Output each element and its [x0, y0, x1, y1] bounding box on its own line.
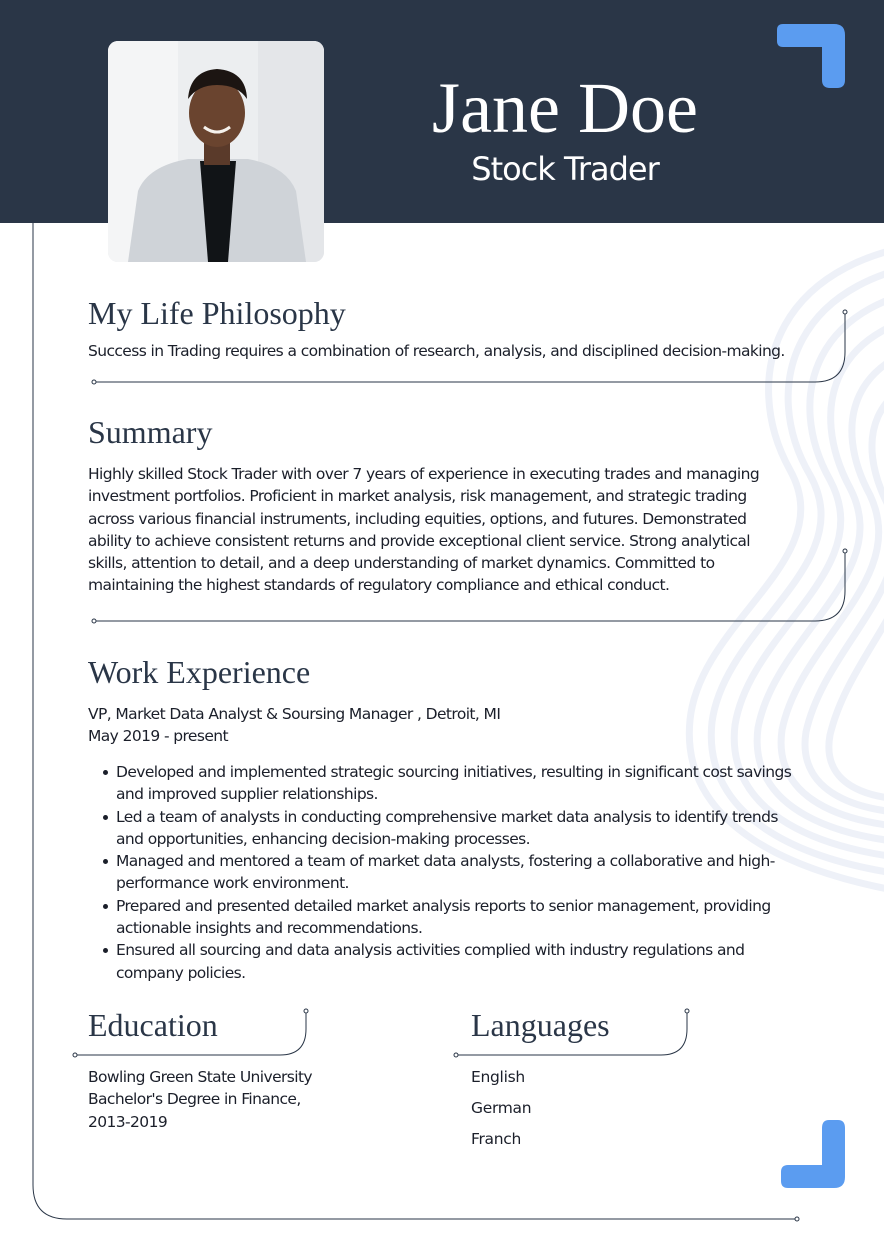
- education-entry: [88, 1066, 388, 1133]
- language-item: Franch: [471, 1130, 522, 1148]
- languages-heading: Languages: [471, 1007, 610, 1043]
- person-name: Jane Doe: [432, 68, 698, 148]
- list-item: Developed and implemented strategic sourcing initiatives, resulting in significant cost savings and improved supplier relationships.: [116, 761, 806, 806]
- language-item: German: [471, 1099, 532, 1117]
- work-entry: [88, 703, 688, 748]
- list-item: Ensured all sourcing and data analysis activities complied with industry regulations and company policies.: [116, 939, 806, 984]
- summary-text: Highly skilled Stock Trader with over 7 years of experience in executing trades and managing investment portfolios. Proficient in market analysis, risk management, and strategic trading across various financial instruments, including equities, options, and futures. Demonstrated ability to achieve consistent returns and provide exceptional client service. Strong analytical skills, attention to detail, and a deep understanding of market dynamics. Committed to maintaining the highest standards of regulatory compliance and ethical conduct.: [88, 465, 760, 595]
- list-item: Prepared and presented detailed market analysis reports to senior management, providing actionable insights and recommendations.: [116, 895, 806, 940]
- profile-photo: [108, 41, 324, 262]
- education-degree: Bachelor's Degree in Finance,: [88, 1090, 301, 1109]
- philosophy-text: Success in Trading requires a combination of research, analysis, and disciplined decision-making.: [88, 342, 785, 360]
- languages-list: [471, 1066, 671, 1159]
- education-heading: Education: [88, 1007, 218, 1043]
- education-school: Bowling Green State University: [88, 1068, 313, 1086]
- list-item: Led a team of analysts in conducting comprehensive market data analysis to identify trends and opportunities, enhancing decision-making processes.: [116, 806, 806, 851]
- work-responsibilities-list: [116, 761, 806, 984]
- corner-accent-top: [777, 24, 845, 88]
- work-experience-heading: Work Experience: [88, 654, 311, 690]
- education-years: 2013-2019: [88, 1112, 168, 1131]
- summary-heading: Summary: [88, 414, 213, 450]
- work-dates: May 2019 - present: [88, 727, 228, 746]
- work-position: VP, Market Data Analyst & Soursing Manager , Detroit, MI: [88, 705, 501, 723]
- corner-accent-bottom: [781, 1120, 845, 1188]
- portrait-illustration: [108, 41, 324, 262]
- language-item: English: [471, 1068, 525, 1086]
- list-item: Managed and mentored a team of market data analysts, fostering a collaborative and high-performance work environment.: [116, 850, 806, 895]
- philosophy-heading: My Life Philosophy: [88, 295, 346, 331]
- job-title: Stock Trader: [471, 150, 659, 188]
